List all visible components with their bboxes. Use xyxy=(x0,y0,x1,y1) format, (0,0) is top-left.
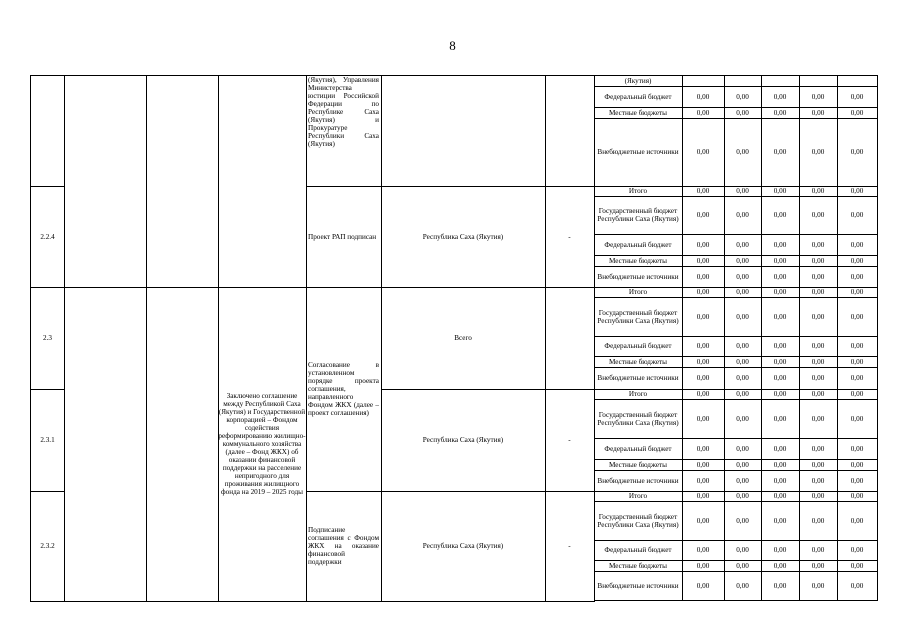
value-cell: 0,00 xyxy=(724,491,762,502)
value-cell: 0,00 xyxy=(799,107,838,119)
source-label: Внебюджетные источники xyxy=(594,118,683,187)
source-label-total: Итого xyxy=(594,186,683,197)
value-cell: 0,00 xyxy=(724,196,762,235)
value-cell: 0,00 xyxy=(682,399,725,439)
source-label-extra: Внебюджетные источники xyxy=(594,571,683,601)
value-cell: 0,00 xyxy=(837,287,878,298)
value-cell: 0,00 xyxy=(837,356,878,368)
value-cell: 0,00 xyxy=(724,234,762,256)
value-cell: 0,00 xyxy=(837,86,878,108)
value-cell: 0,00 xyxy=(837,459,878,471)
value-cell: 0,00 xyxy=(724,540,762,561)
value-cell: 0,00 xyxy=(724,389,762,400)
value-cell: 0,00 xyxy=(837,266,878,288)
source-label: Местные бюджеты xyxy=(594,107,683,119)
cell-blank-b xyxy=(146,287,219,602)
value-cell: 0,00 xyxy=(799,399,838,439)
value-cell: 0,00 xyxy=(799,459,838,471)
value-cell: 0,00 xyxy=(724,560,762,572)
value-cell: 0,00 xyxy=(799,86,838,108)
value-cell: 0,00 xyxy=(682,560,725,572)
value-cell: 0,00 xyxy=(799,560,838,572)
value-cell: 0,00 xyxy=(799,491,838,502)
value-cell: 0,00 xyxy=(799,297,838,337)
source-label: (Якутия) xyxy=(594,75,683,87)
value-cell: 0,00 xyxy=(761,356,800,368)
value-cell: 0,00 xyxy=(799,255,838,267)
value-cell: 0,00 xyxy=(724,118,762,187)
value-cell: 0,00 xyxy=(761,196,800,235)
cell-action: Согласование в установленном порядке проекта соглашения, направленного Фондом ЖКХ (далее – проект соглашения) xyxy=(306,287,382,492)
value-cell: 0,00 xyxy=(799,470,838,492)
value-cell: 0,00 xyxy=(761,234,800,256)
cell-num-top xyxy=(30,75,65,187)
cell-num: 2.3.2 xyxy=(30,491,65,602)
source-label-local: Местные бюджеты xyxy=(594,560,683,572)
value-cell: 0,00 xyxy=(837,107,878,119)
value-cell: 0,00 xyxy=(761,118,800,187)
value-cell: 0,00 xyxy=(724,438,762,460)
value-cell: 0,00 xyxy=(682,540,725,561)
value-cell: 0,00 xyxy=(761,389,800,400)
source-label-local: Местные бюджеты xyxy=(594,459,683,471)
value-cell: 0,00 xyxy=(682,196,725,235)
value-cell: 0,00 xyxy=(682,186,725,197)
value-cell: 0,00 xyxy=(761,459,800,471)
value-cell: 0,00 xyxy=(761,86,800,108)
value-cell: 0,00 xyxy=(837,399,878,439)
value-cell: 0,00 xyxy=(837,186,878,197)
cell-term: - xyxy=(545,389,595,492)
value-cell: 0,00 xyxy=(799,186,838,197)
value-cell: 0,00 xyxy=(724,367,762,390)
value-cell: 0,00 xyxy=(682,438,725,460)
value-cell: 0,00 xyxy=(837,571,878,601)
value-cell: 0,00 xyxy=(761,186,800,197)
value-cell: 0,00 xyxy=(837,336,878,357)
value-cell: 0,00 xyxy=(724,297,762,337)
value-cell: 0,00 xyxy=(682,336,725,357)
value-cell: 0,00 xyxy=(682,501,725,541)
value-cell: 0,00 xyxy=(682,470,725,492)
cell-event-empty xyxy=(218,75,307,288)
value-cell: 0,00 xyxy=(761,287,800,298)
source-label-extra: Внебюджетные источники xyxy=(594,367,683,390)
value-cell: 0,00 xyxy=(761,399,800,439)
value-cell: 0,00 xyxy=(682,389,725,400)
value-cell: 0,00 xyxy=(724,86,762,108)
value-cell: 0,00 xyxy=(761,438,800,460)
cell-action: (Якутия), Управления Министерства юстиции Российской Федерации по Республике Саха (Якутия) и Прокуратуре Республики Саха (Якутия) xyxy=(306,75,382,187)
value-cell: 0,00 xyxy=(682,255,725,267)
value-cell: 0,00 xyxy=(724,287,762,298)
cell-event: Заключено соглашение между Республикой Саха (Якутия) и Государственной корпорацией – Фондом содействия реформированию жилищно-коммунального хозяйства (далее – Фонд ЖКХ) об оказании финансовой поддержки на расселение непригодного для проживания жилищного фонда на 2019 – 2025 годы xyxy=(218,287,307,602)
value-cell: 0,00 xyxy=(682,234,725,256)
value-cell: 0,00 xyxy=(682,287,725,298)
value-cell: 0,00 xyxy=(724,186,762,197)
cell-term: - xyxy=(545,491,595,602)
value-cell: 0,00 xyxy=(761,367,800,390)
cell-executor: Республика Саха (Якутия) xyxy=(381,389,546,492)
value-cell: 0,00 xyxy=(837,234,878,256)
cell-num: 2.3 xyxy=(30,287,65,390)
cell-term: - xyxy=(545,186,595,288)
value-cell: 0,00 xyxy=(799,196,838,235)
value-cell: 0,00 xyxy=(724,255,762,267)
value-cell: 0,00 xyxy=(761,560,800,572)
source-label-state: Государственный бюджет Республики Саха (Якутия) xyxy=(594,399,683,439)
value-cell: 0,00 xyxy=(799,367,838,390)
cell-blank-a xyxy=(64,75,147,288)
value-cell: 0,00 xyxy=(682,367,725,390)
value-cell: 0,00 xyxy=(682,491,725,502)
value-cell: 0,00 xyxy=(799,501,838,541)
cell-num: 2.2.4 xyxy=(30,186,65,288)
source-label-federal: Федеральный бюджет xyxy=(594,234,683,256)
source-label-total: Итого xyxy=(594,491,683,502)
value-cell: 0,00 xyxy=(682,297,725,337)
value-cell: 0,00 xyxy=(724,571,762,601)
value-cell: 0,00 xyxy=(724,356,762,368)
value-cell: 0,00 xyxy=(682,356,725,368)
value-cell: 0,00 xyxy=(682,107,725,119)
value-cell: 0,00 xyxy=(724,336,762,357)
value-cell: 0,00 xyxy=(837,255,878,267)
cell-executor: Республика Саха (Якутия) xyxy=(381,491,546,602)
value-cell: 0,00 xyxy=(682,118,725,187)
value-cell: 0,00 xyxy=(799,336,838,357)
source-label-local: Местные бюджеты xyxy=(594,255,683,267)
value-cell: 0,00 xyxy=(761,501,800,541)
value-cell: 0,00 xyxy=(682,266,725,288)
source-label-state: Государственный бюджет Республики Саха (Якутия) xyxy=(594,297,683,337)
cell-term xyxy=(545,287,595,390)
value-cell: 0,00 xyxy=(799,234,838,256)
value-cell: 0,00 xyxy=(724,459,762,471)
cell-blank-a xyxy=(64,287,147,602)
value-cell: 0,00 xyxy=(761,470,800,492)
cell-blank-b xyxy=(146,75,219,288)
value-cell: 0,00 xyxy=(761,491,800,502)
value-cell: 0,00 xyxy=(761,297,800,337)
value-cell: 0,00 xyxy=(799,356,838,368)
source-label-local: Местные бюджеты xyxy=(594,356,683,368)
cell-executor: Всего xyxy=(381,287,546,390)
value-cell: 0,00 xyxy=(799,540,838,561)
value-cell: 0,00 xyxy=(724,399,762,439)
value-cell: 0,00 xyxy=(724,107,762,119)
value-cell: 0,00 xyxy=(837,389,878,400)
value-cell: 0,00 xyxy=(724,501,762,541)
value-cell: 0,00 xyxy=(837,438,878,460)
cell-action: Проект РАП подписан xyxy=(306,186,382,288)
source-label-extra: Внебюджетные источники xyxy=(594,266,683,288)
cell-executor: Республика Саха (Якутия) xyxy=(381,186,546,288)
value-cell: 0,00 xyxy=(837,470,878,492)
source-label-state: Государственный бюджет Республики Саха (Якутия) xyxy=(594,196,683,235)
cell-executor xyxy=(381,75,546,187)
cell-action: Подписание соглашения с Фондом ЖКХ на оказание финансовой поддержки xyxy=(306,491,382,602)
value-cell: 0,00 xyxy=(724,470,762,492)
source-label-federal: Федеральный бюджет xyxy=(594,540,683,561)
value-cell: 0,00 xyxy=(837,367,878,390)
value-cell: 0,00 xyxy=(799,571,838,601)
value-cell: 0,00 xyxy=(761,266,800,288)
value-cell: 0,00 xyxy=(799,438,838,460)
value-cell: 0,00 xyxy=(837,560,878,572)
source-label-total: Итого xyxy=(594,287,683,298)
page-number: 8 xyxy=(449,38,456,53)
source-label-extra: Внебюджетные источники xyxy=(594,470,683,492)
source-label: Федеральный бюджет xyxy=(594,86,683,108)
source-label-federal: Федеральный бюджет xyxy=(594,438,683,460)
value-cell: 0,00 xyxy=(837,491,878,502)
value-cell: 0,00 xyxy=(761,107,800,119)
value-cell: 0,00 xyxy=(799,266,838,288)
value-cell: 0,00 xyxy=(682,86,725,108)
source-label-federal: Федеральный бюджет xyxy=(594,336,683,357)
cell-num: 2.3.1 xyxy=(30,389,65,492)
value-cell: 0,00 xyxy=(837,297,878,337)
cell-term xyxy=(545,75,595,187)
value-cell: 0,00 xyxy=(682,571,725,601)
value-cell: 0,00 xyxy=(837,196,878,235)
value-cell: 0,00 xyxy=(837,118,878,187)
value-cell: 0,00 xyxy=(837,501,878,541)
value-cell: 0,00 xyxy=(761,255,800,267)
value-cell: 0,00 xyxy=(761,336,800,357)
value-cell: 0,00 xyxy=(724,266,762,288)
value-cell: 0,00 xyxy=(837,540,878,561)
source-label-total: Итого xyxy=(594,389,683,400)
source-label-state: Государственный бюджет Республики Саха (Якутия) xyxy=(594,501,683,541)
value-cell: 0,00 xyxy=(799,118,838,187)
value-cell: 0,00 xyxy=(799,389,838,400)
value-cell: 0,00 xyxy=(682,459,725,471)
value-cell: 0,00 xyxy=(761,571,800,601)
value-cell: 0,00 xyxy=(799,287,838,298)
value-cell: 0,00 xyxy=(761,540,800,561)
